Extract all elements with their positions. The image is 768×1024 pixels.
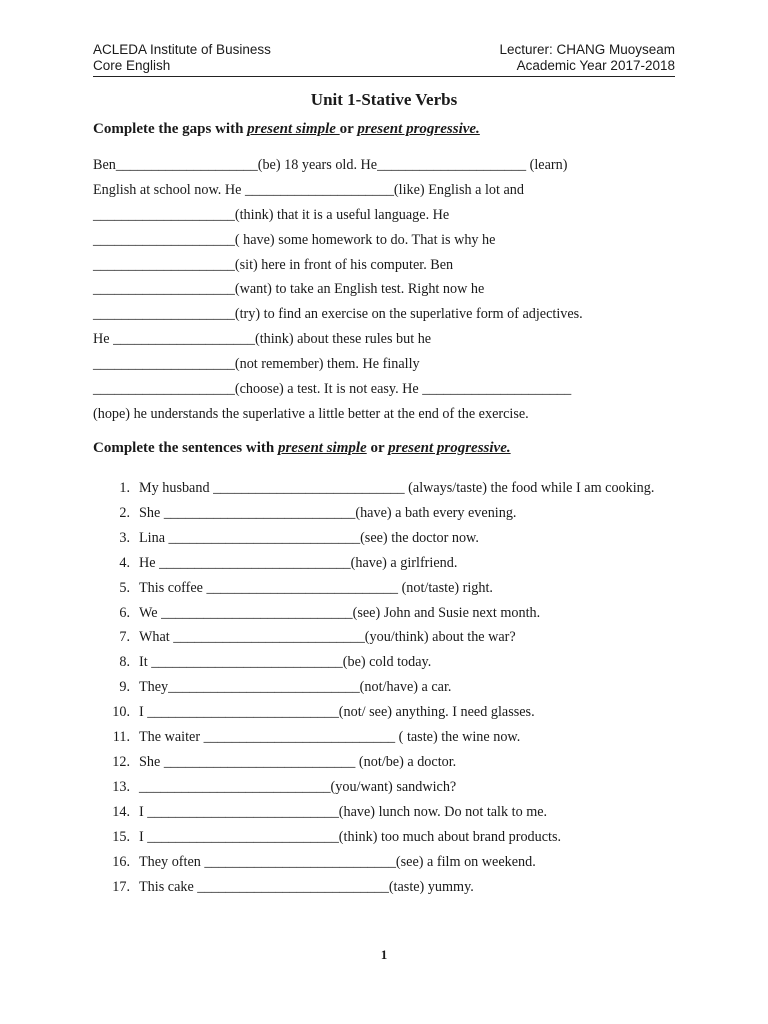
list-item bbox=[93, 601, 673, 626]
item-text: ___________________________(you/want) sandwich? bbox=[139, 778, 457, 795]
item-number: 8. bbox=[119, 654, 130, 671]
item-number: 6. bbox=[119, 604, 130, 621]
item-number: 14. bbox=[112, 803, 130, 820]
paragraph-line: ____________________(think) that it is a useful language. He bbox=[93, 206, 450, 223]
institute-name: ACLEDA Institute of Business bbox=[93, 42, 271, 57]
item-text: I ___________________________(not/ see) anything. I need glasses. bbox=[139, 704, 535, 721]
paragraph-line: ____________________(sit) here in front of his computer. Ben bbox=[93, 256, 454, 273]
list-item bbox=[93, 526, 673, 551]
list-item bbox=[93, 501, 673, 526]
page-header bbox=[93, 42, 675, 77]
lecturer-name: Lecturer: CHANG Muoyseam bbox=[499, 42, 675, 57]
item-number: 11. bbox=[112, 729, 130, 746]
item-text: We ___________________________(see) John and Susie next month. bbox=[139, 604, 541, 621]
list-item bbox=[93, 825, 673, 850]
item-number: 9. bbox=[119, 679, 130, 696]
page-title: Unit 1-Stative Verbs bbox=[310, 90, 458, 109]
item-text: They___________________________(not/have) a car. bbox=[139, 679, 452, 696]
item-text: He ___________________________(have) a girlfriend. bbox=[139, 554, 458, 571]
paragraph-line: ____________________(want) to take an English test. Right now he bbox=[93, 281, 485, 298]
item-number: 15. bbox=[112, 828, 130, 845]
list-item bbox=[93, 551, 673, 576]
academic-year: Academic Year 2017-2018 bbox=[516, 58, 675, 73]
section1-paragraph bbox=[93, 153, 673, 427]
item-text: What ___________________________(you/think) about the war? bbox=[139, 629, 516, 646]
item-text: It ___________________________(be) cold today. bbox=[139, 654, 432, 671]
list-item bbox=[93, 875, 673, 900]
list-item bbox=[93, 750, 673, 775]
list-item bbox=[93, 476, 673, 501]
list-item bbox=[93, 625, 673, 650]
exercise-list bbox=[93, 476, 673, 899]
item-text: This coffee ___________________________ (not/taste) right. bbox=[139, 579, 493, 596]
item-text: My husband ___________________________ (always/taste) the food while I am cooking. bbox=[139, 480, 655, 496]
item-number: 4. bbox=[119, 554, 130, 571]
list-item bbox=[93, 725, 673, 750]
list-item bbox=[93, 700, 673, 725]
item-number: 16. bbox=[112, 853, 130, 870]
paragraph-line: ____________________( have) some homework to do. That is why he bbox=[93, 231, 496, 248]
item-number: 2. bbox=[119, 504, 130, 521]
item-text: She ___________________________ (not/be) a doctor. bbox=[139, 753, 457, 770]
item-text: This cake ___________________________(taste) yummy. bbox=[139, 878, 474, 895]
page-number: 1 bbox=[380, 947, 388, 962]
item-text: The waiter ___________________________ ( taste) the wine now. bbox=[139, 729, 521, 746]
item-number: 5. bbox=[119, 579, 130, 596]
item-text: I ___________________________(have) lunch now. Do not talk to me. bbox=[139, 803, 548, 820]
item-number: 1. bbox=[119, 480, 130, 496]
paragraph-line: (hope) he understands the superlative a little better at the end of the exercise. bbox=[93, 405, 529, 422]
list-item bbox=[93, 675, 673, 700]
paragraph-line: ____________________(not remember) them. He finally bbox=[93, 356, 420, 373]
item-text: They often ___________________________(see) a film on weekend. bbox=[139, 853, 536, 870]
section1-instruction: Complete the gaps with present simple or present progressive. bbox=[93, 121, 480, 137]
list-item bbox=[93, 650, 673, 675]
item-number: 7. bbox=[119, 629, 130, 646]
item-text: I ___________________________(think) too much about brand products. bbox=[139, 828, 562, 845]
list-item bbox=[93, 775, 673, 800]
section2-instruction: Complete the sentences with present simple or present progressive. bbox=[93, 440, 511, 456]
item-number: 13. bbox=[112, 778, 130, 795]
list-item bbox=[93, 800, 673, 825]
paragraph-line: English at school now. He _____________________(like) English a lot and bbox=[93, 181, 524, 198]
course-name: Core English bbox=[93, 58, 171, 73]
item-number: 12. bbox=[112, 753, 130, 770]
paragraph-line: ____________________(try) to find an exercise on the superlative form of adjectives. bbox=[93, 306, 583, 323]
paragraph-line: Ben____________________(be) 18 years old. He_____________________ (learn) bbox=[93, 157, 568, 173]
item-number: 10. bbox=[112, 704, 130, 721]
item-number: 17. bbox=[112, 878, 130, 895]
list-item bbox=[93, 850, 673, 875]
item-text: She ___________________________(have) a bath every evening. bbox=[139, 504, 517, 521]
list-item bbox=[93, 576, 673, 601]
paragraph-line: ____________________(choose) a test. It is not easy. He _____________________ bbox=[93, 381, 572, 398]
item-number: 3. bbox=[119, 529, 130, 546]
paragraph-line: He ____________________(think) about these rules but he bbox=[93, 331, 432, 348]
item-text: Lina ___________________________(see) the doctor now. bbox=[139, 529, 479, 546]
